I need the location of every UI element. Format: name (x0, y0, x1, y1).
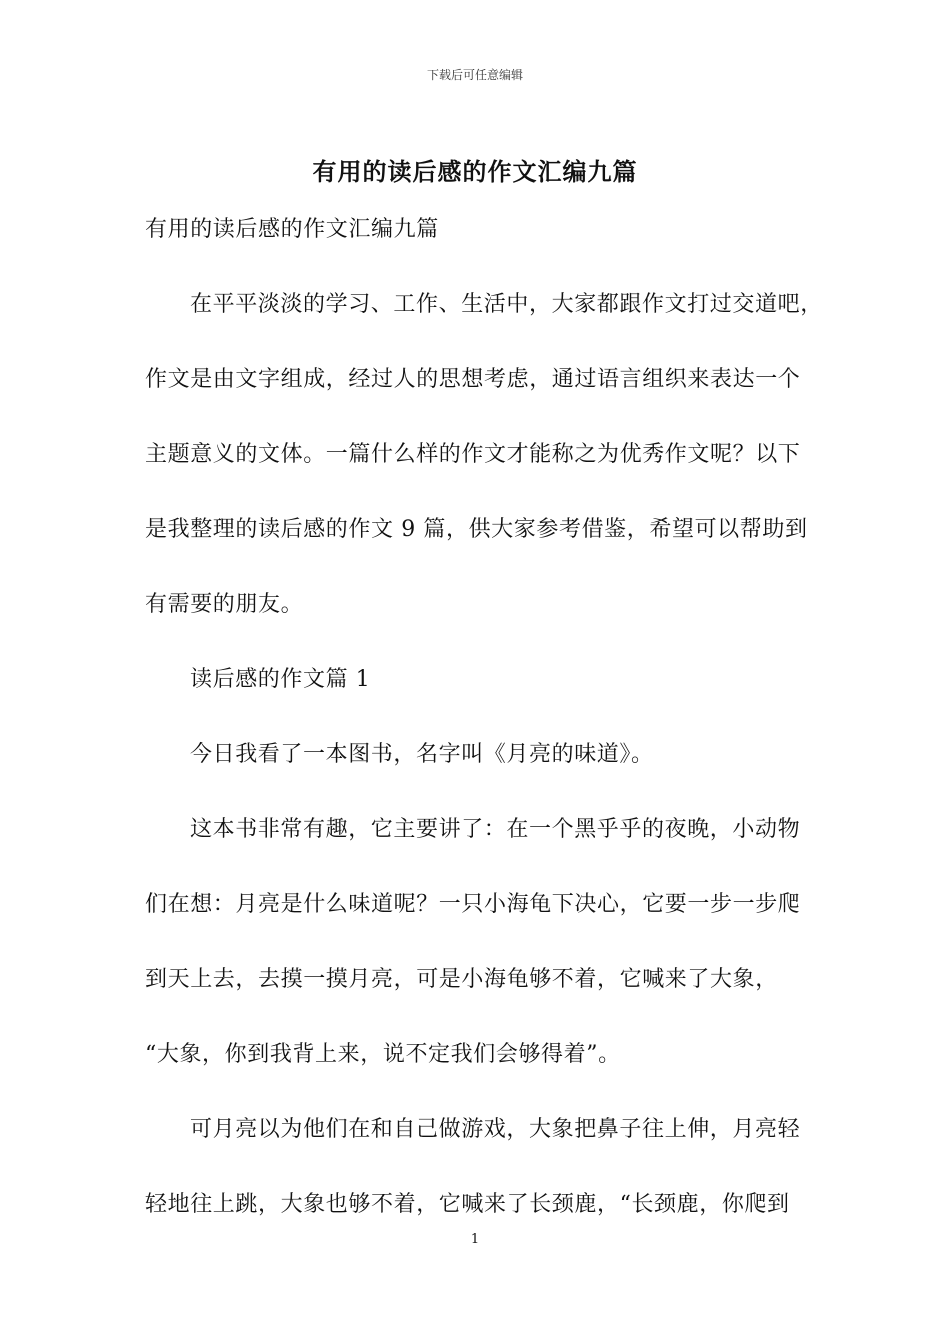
paragraph-line: 们在想：月亮是什么味道呢？一只小海龟下决心，它要一步一步爬 (145, 892, 801, 917)
paragraph-line: 作文是由文字组成，经过人的思想考虑，通过语言组织来表达一个 (145, 367, 801, 392)
paragraph-line: 在平平淡淡的学习、工作、生活中，大家都跟作文打过交道吧， (190, 292, 823, 317)
paragraph-line: 有需要的朋友。 (145, 592, 304, 617)
document-title: 有用的读后感的作文汇编九篇 (312, 157, 638, 186)
header-note: 下载后可任意编辑 (426, 68, 523, 82)
paragraph-line: 可月亮以为他们在和自己做游戏，大象把鼻子往上伸，月亮轻 (190, 1117, 801, 1142)
paragraph-line: 轻地往上跳，大象也够不着，它喊来了长颈鹿，“长颈鹿，你爬到 (145, 1192, 790, 1217)
paragraph-line: 这本书非常有趣，它主要讲了：在一个黑乎乎的夜晚，小动物 (190, 817, 801, 842)
paragraph-line: 主题意义的文体。一篇什么样的作文才能称之为优秀作文呢？以下 (145, 442, 801, 467)
paragraph-line: 今日我看了一本图书，名字叫《月亮的味道》。 (190, 742, 654, 767)
paragraph-line: 到天上去，去摸一摸月亮，可是小海龟够不着，它喊来了大象， (145, 967, 778, 992)
subtitle-line: 有用的读后感的作文汇编九篇 (145, 217, 439, 242)
section-heading: 读后感的作文篇 1 (190, 667, 371, 692)
paragraph-line: “大象，你到我背上来，说不定我们会够得着”。 (145, 1042, 621, 1067)
page-number: 1 (470, 1232, 480, 1247)
paragraph-line: 是我整理的读后感的作文 9 篇，供大家参考借鉴，希望可以帮助到 (145, 517, 808, 542)
